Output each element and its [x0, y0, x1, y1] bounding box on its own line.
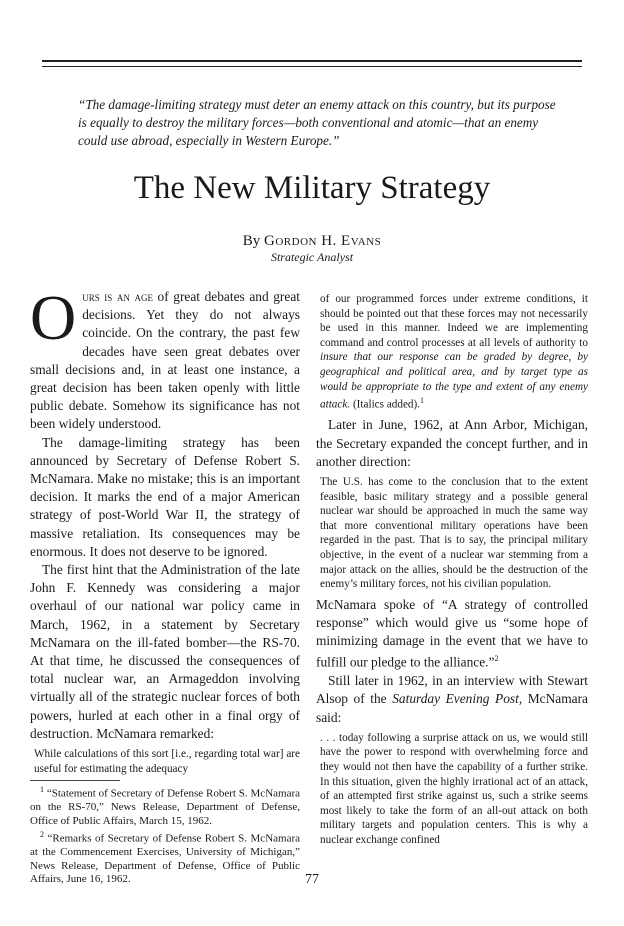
header-rule-thin [42, 66, 582, 67]
block-quote-3: . . . today following a surprise attack on us, we would still have the power to respond with overwhelming force and they would not then have the capability of a further strike. In this situation, given the highly irrational act of an attack, of an attempted first strike against us, such a strike seems most likely to take the form of an all-out attack on both military targets and population centers. This is why a nuclear exchange confined [320, 731, 588, 846]
quote-1-italic: insure that our response can be graded by degree, by geographical and political area, and by target type as would be appropriate to the type and extent of any enemy attack. [320, 351, 588, 411]
paragraph-2: The damage-limiting strategy has been announced by Secretary of Defense Robert S. McNamara. Make no mistake; this is an important decision. It marks the end of a major American strategy of post-World War II, the strategy of massive retaliation. Its consequences may be enormous. It does not deserve to be ignored. [30, 434, 300, 559]
paragraph-1 [30, 282, 300, 434]
block-quote-1: While calculations of this sort [i.e., regarding total war] are useful for estimating the adequacy [34, 748, 300, 775]
paragraph-5 [316, 596, 588, 672]
footnote-2-text: “Remarks of Secretary of Defense Robert S. McNamara at the Commencement Exercises, University of Michigan,” News Release, Department of Defense, Office of Public Affairs, June 16, 1962. [30, 832, 301, 886]
byline-by: By [242, 233, 261, 249]
quote-1-cont-text-a: of our programmed forces under extreme conditions, it should be pointed out that these forces may not necessarily be used in this manner. Indeed we are implementing command and control processes at all levels of authority to [320, 293, 588, 349]
footnote-1-number: 1 [40, 785, 44, 795]
author-role: Strategic Analyst [270, 250, 354, 264]
block-quote-1-continued [320, 292, 588, 412]
footnote-rule [30, 780, 120, 781]
paragraph-4: Later in June, 1962, at Ann Arbor, Michigan, the Secretary expanded the concept further, and in another direction: [316, 417, 588, 469]
right-column [316, 288, 588, 851]
paragraph-3-text: The first hint that the Administration of the late John F. Kennedy was considering a major overhaul of our national war policy came in March, 1962, in a statement by Secretary McNamara on the ill-fated bomber—the RS-70. At that time, he discussed the consequences of total nuclear war, an Armageddon involving virtually all of the strategic nuclear forces of both powers, hurled at each other in a final orgy of destruction. McNamara remarked: [30, 562, 300, 741]
magazine-title: Saturday Evening Post, [392, 691, 523, 707]
epigraph: “The damage-limiting strategy must deter an enemy attack on this country, but its purpose is equally to destroy the military forces—both conventional and atomic—that an enemy could use abroad, especially in Western Europe.” [78, 97, 556, 148]
block-quote-2: The U.S. has come to the conclusion that to the extent feasible, basic military strategy and a possible general nuclear war should be approached in much the same way that more conventional military operations have been regarded in the past. That is to say, the principal military objective, in the event of a nuclear war stemming from a major attack on the allies, should be the destruction of the enemy’s military forces, not his civilian population. [320, 476, 588, 591]
paragraph-3 [30, 561, 300, 743]
left-column [30, 282, 301, 886]
header-rule-thick [42, 60, 582, 62]
paragraph-6-text-a: Still later in 1962, in an interview with Stewart Alsop of the [316, 673, 588, 707]
paragraph-6-text-b: McNamara said: [316, 691, 589, 725]
footnote-2-number: 2 [40, 830, 44, 840]
paragraph-5-footnote-ref: 2 [494, 654, 499, 664]
paragraph-1-text: of great debates and great decisions. Yet they do not always coincide. On the contrary, the past few decades have seen great debates over small decisions and, in at least one instance, a great decision has been taken openly with little public debate. Somehow its significance has not been widely understood. [30, 289, 300, 432]
lead-small-caps: urs is an age [82, 289, 153, 304]
paragraph-6 [316, 672, 588, 727]
paragraph-5-text: McNamara spoke of “A strategy of controlled response” which would give us “some hope of minimizing damage in the event that we have to fulfill our pledge to the alliance.” [316, 596, 588, 670]
byline [0, 232, 624, 250]
page-number: 77 [305, 872, 319, 887]
drop-cap: O [30, 282, 77, 353]
author-name: Gordon H. Evans [264, 233, 382, 249]
quote-1-footnote-ref: 1 [420, 396, 425, 406]
footnote-1-text: “Statement of Secretary of Defense Robert S. McNamara on the RS-70,” News Release, Department of Defense, Office of Public Affairs, March 15, 1962. [30, 787, 300, 827]
footnote-1 [30, 783, 300, 828]
quote-1-cont-text-b: (Italics added). [350, 398, 421, 411]
article-title: The New Military Strategy [133, 170, 491, 206]
